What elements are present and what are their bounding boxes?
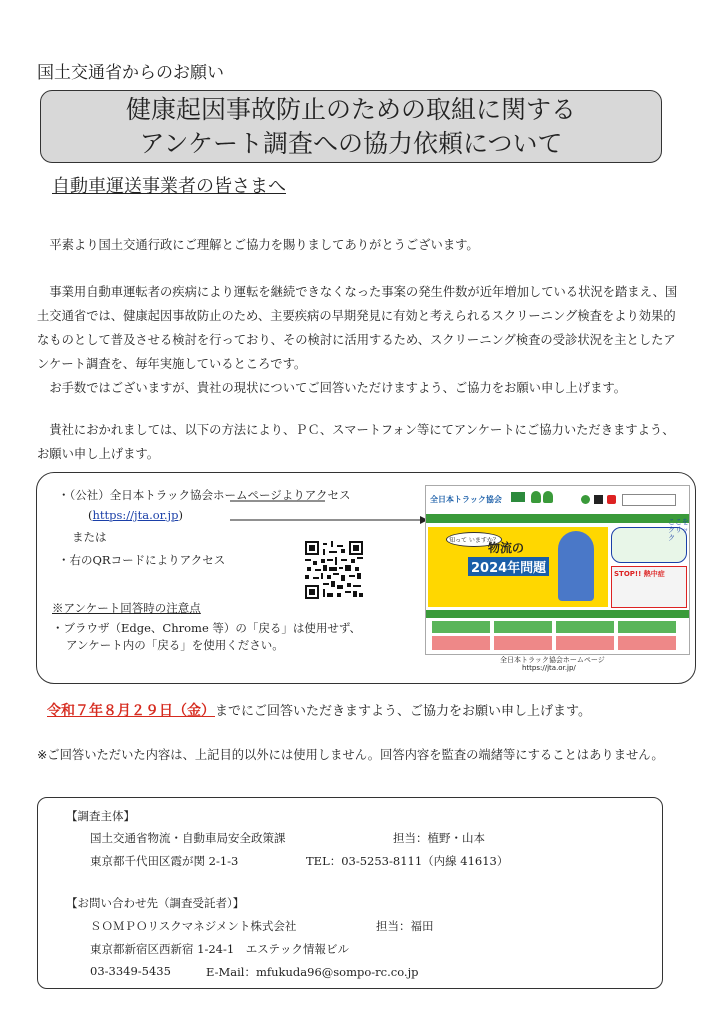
title-line-2: アンケート調査への協力依頼について [139,129,563,158]
site-section-bar [426,610,689,618]
org-address: 東京都千代田区霞が関 2-1-3 [90,854,239,868]
qr-code-icon[interactable] [305,541,363,599]
site-tile [556,636,614,650]
title-box [40,90,662,163]
deadline-line [47,700,591,720]
method-text: 貴社におかれましては、以下の方法により、ＰＣ、スマートフォン等にてアンケートにご協力いただきますよう、お願い申し上げます。 [37,423,675,461]
org-name: 国土交通省物流・自動車局安全政策課 [90,831,286,845]
site-brand: 全日本トラック協会 [430,495,502,504]
request-text [37,376,681,400]
banner-bubble: 知って いますか？ [446,532,502,547]
x-icon [594,495,603,504]
truck-icon [511,492,525,502]
site-tile [556,621,614,633]
header-label: 国土交通省からのお願い [37,63,224,83]
deadline-date: 令和７年８月２９日（金） [47,703,215,719]
driver-figure [558,531,594,601]
site-banner [428,527,608,607]
site-tile [494,621,552,633]
tree-icon [531,491,541,503]
access-option-qr: ・右のQRコードによりアクセス [58,553,226,567]
title-line-1: 健康起因事故防止のための取組に関する [125,95,576,124]
jta-website-thumbnail[interactable] [425,485,690,655]
notice-title: ※アンケート回答時の注意点 [52,601,201,615]
notice-line-2: アンケート内の「戻る」を使用ください。 [66,638,284,652]
banner-year: 2024年問題 [468,557,549,576]
social-icon [581,495,590,504]
click-here-label: ここをクリック [668,518,689,542]
request-body: お手数ではございますが、貴社の現状についてご回答いただけますよう、ご協力をお願い申し上げます。 [49,381,627,395]
inquiry-title: 【お問い合わせ先（調査受託者）】 [66,896,245,910]
purpose-body: 事業用自動車運転者の疾病により運転を継続できなくなった事案の発生件数が近年増加している状況を踏まえ、国土交通省では、健康起因事故防止のため、主要疾病の早期発見に有効と考えられるスクリーニング検査をより効果的なものとして普及させる検討を行っており、その検討に活用するため、スクリーニング検査の受診状況を主としたアンケート調査を、毎年実施しているところです。 [37,285,678,371]
privacy-note: ※ご回答いただいた内容は、上記目的以外には使用しません。回答内容を監査の端緒等にすることはありません。 [37,748,664,762]
site-nav-bar [426,514,689,523]
inquiry-email[interactable]: E-Mail：mfukuda96@sompo-rc.co.jp [206,965,419,979]
heatstroke-panel [611,566,687,608]
heatstroke-title: STOP!! 熱中症 [614,570,665,578]
site-tile [432,636,490,650]
banner-title: 物流の [488,541,525,555]
org-person: 担当：植野・山本 [393,831,485,845]
org-tel: TEL：03-5253-8111（内線 41613） [306,854,509,868]
contact-box [37,797,663,989]
notice-line-1: ・ブラウザ（Edge、Chrome 等）の「戻る」は使用せず、 [52,621,361,635]
site-tile [494,636,552,650]
connector-arrow [230,500,430,530]
url-wrapper: (https://jta.or.jp) [88,508,183,522]
access-option-website: ・（公社）全日本トラック協会ホームページよりアクセス [58,488,351,502]
site-logo [430,494,502,505]
youtube-icon [607,495,616,504]
tree-icon [543,491,553,503]
greeting-paragraph [37,233,681,257]
greeting-text: 平素より国土交通行政にご理解とご協力を賜りましてありがとうございます。 [49,238,479,252]
or-text: または [72,530,107,544]
method-paragraph [37,418,681,466]
inquiry-tel: 03-3349-5435 [90,964,171,978]
site-caption: 全日本トラック協会ホームページ [500,656,605,664]
purpose-text [37,280,681,376]
jta-link[interactable]: https://jta.or.jp [92,508,179,522]
inquiry-name: ＳＯＭＰＯリスクマネジメント株式会社 [90,919,297,933]
purpose-paragraph [37,280,681,400]
site-tile [618,636,676,650]
site-tile [618,621,676,633]
site-caption-url: https://jta.or.jp/ [522,664,576,672]
inquiry-address: 東京都新宿区西新宿 1-24-1 エステック情報ビル [90,942,349,956]
inquiry-person: 担当：福田 [376,919,434,933]
site-search-box [622,494,676,506]
org-title: 【調査主体】 [66,809,135,823]
deadline-text: までにご回答いただきますよう、ご協力をお願い申し上げます。 [215,704,591,719]
audience-heading: 自動車運送事業者の皆さまへ [52,176,286,197]
site-tile [432,621,490,633]
